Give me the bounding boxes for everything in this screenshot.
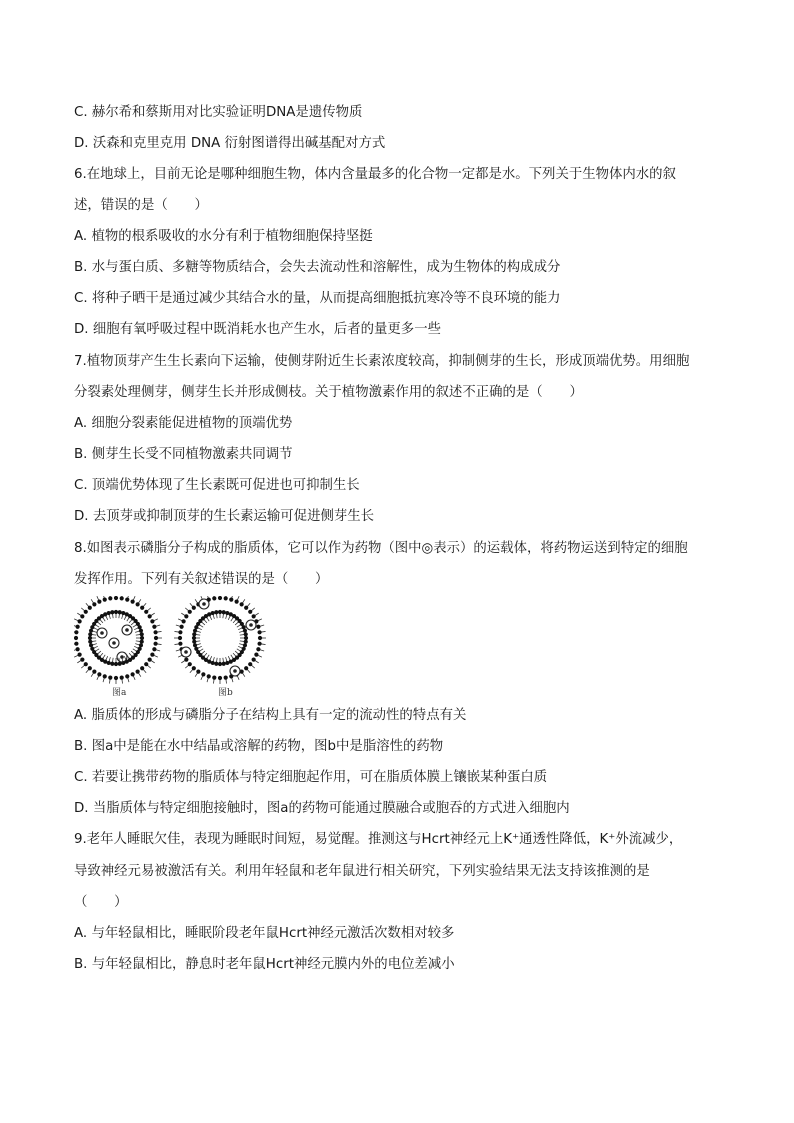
lipid-head xyxy=(140,636,144,640)
lipid-head xyxy=(78,619,82,623)
lipid-head xyxy=(222,610,226,614)
lipid-drug xyxy=(230,666,240,676)
lipid-head xyxy=(212,675,216,679)
lipid-drug xyxy=(181,647,191,657)
lipid-head xyxy=(192,640,196,644)
lipid-head xyxy=(92,602,96,606)
lipid-head xyxy=(240,602,244,606)
option-9b: B. 与年轻鼠相比，静息时老年鼠Hcrt神经元膜内外的电位差减小 xyxy=(74,957,455,972)
lipid-head xyxy=(136,602,140,606)
lipid-head xyxy=(218,676,222,680)
lipid-head xyxy=(218,596,222,600)
lipid-head xyxy=(140,632,144,636)
lipid-head xyxy=(178,642,182,646)
option-7a: A. 细胞分裂素能促进植物的顶端优势 xyxy=(74,416,293,431)
drug-molecule xyxy=(117,652,127,662)
lipid-head xyxy=(150,653,154,657)
lipid-head xyxy=(97,600,101,604)
lipid-head xyxy=(256,647,260,651)
lipid-head xyxy=(192,606,196,610)
lipid-head xyxy=(144,610,148,614)
lipid-head xyxy=(211,611,215,615)
lipid-head xyxy=(84,610,88,614)
lipid-head xyxy=(192,636,196,640)
lipid-head xyxy=(248,662,252,666)
lipid-head xyxy=(131,672,135,676)
option-8b: B. 图a中是能在水中结晶或溶解的药物，图b中是脂溶性的药物 xyxy=(74,739,444,754)
lipid-head xyxy=(150,619,154,623)
lipid-head xyxy=(148,658,152,662)
lipid-head xyxy=(244,640,248,644)
option-8c: C. 若要让携带药物的脂质体与特定细胞起作用，可在脂质体膜上镶嵌某种蛋白质 xyxy=(74,770,548,785)
option-7c: C. 顶端优势体现了生长素既可促进也可抑制生长 xyxy=(74,478,360,493)
lipid-head xyxy=(154,636,158,640)
caption-b: 图b xyxy=(218,688,233,698)
lipid-head xyxy=(229,598,233,602)
drug-molecule xyxy=(122,625,132,635)
question-6-stem: 6.在地球上，目前无论是哪种细胞生物，体内含量最多的化合物一定都是水。下列关于生物体内水的叙 xyxy=(74,167,676,182)
option-5d: D. 沃森和克里克用 DNA 衍射图谱得出碱基配对方式 xyxy=(74,136,386,151)
option-6d: D. 细胞有氧呼吸过程中既消耗水也产生水，后者的量更多一些 xyxy=(74,322,441,337)
lipid-drug xyxy=(246,620,256,630)
option-6b: B. 水与蛋白质、多糖等物质结合，会失去流动性和溶解性，成为生物体的构成成分 xyxy=(74,260,561,275)
lipid-head xyxy=(118,610,122,614)
lipid-head xyxy=(225,661,229,665)
lipid-head xyxy=(244,636,248,640)
lipid-head xyxy=(252,658,256,662)
lipid-drug xyxy=(199,599,209,609)
option-7b: B. 侧芽生长受不同植物激素共同调节 xyxy=(74,447,293,462)
lipid-head xyxy=(80,614,84,618)
lipid-head xyxy=(153,630,157,634)
liposome-diagram xyxy=(74,596,274,700)
question-9-stem: 9.老年人睡眠欠佳，表现为睡眠时间短，易觉醒。推测这与Hcrt神经元上K⁺通透性降低，K⁺外流减少， xyxy=(74,832,683,847)
lipid-head xyxy=(184,614,188,618)
lipid-head xyxy=(74,642,78,646)
question-8-stem-cont: 发挥作用。下列有关叙述错误的是（ ） xyxy=(74,572,329,587)
lipid-head xyxy=(224,596,228,600)
lipid-head xyxy=(252,614,256,618)
lipid-head xyxy=(108,596,112,600)
lipid-head xyxy=(243,629,247,633)
lipid-head xyxy=(144,662,148,666)
lipid-head xyxy=(201,672,205,676)
lipid-head xyxy=(140,666,144,670)
lipid-head xyxy=(257,630,261,634)
liposome-b xyxy=(174,596,266,684)
lipid-head xyxy=(235,600,239,604)
drug-molecule xyxy=(97,628,107,638)
phospholipid-bilayer xyxy=(174,596,266,684)
lipid-head xyxy=(214,662,218,666)
lipid-head xyxy=(136,670,140,674)
lipid-head xyxy=(244,666,248,670)
lipid-head xyxy=(212,596,216,600)
lipid-head xyxy=(153,642,157,646)
lipid-head xyxy=(125,674,129,678)
lipid-head xyxy=(207,674,211,678)
lipid-head xyxy=(257,642,261,646)
lipid-head xyxy=(114,676,118,680)
lipid-head xyxy=(97,672,101,676)
lipid-head xyxy=(89,643,93,647)
lipid-head xyxy=(125,598,129,602)
lipid-head xyxy=(74,630,78,634)
lipid-head xyxy=(182,619,186,623)
lipid-head xyxy=(218,610,222,614)
lipid-head xyxy=(114,610,118,614)
lipid-head xyxy=(256,625,260,629)
lipid-head xyxy=(152,625,156,629)
lipid-head xyxy=(80,658,84,662)
caption-a: 图a xyxy=(112,688,127,698)
option-8d: D. 当脂质体与特定细胞接触时，图a的药物可能通过膜融合或胞吞的方式进入细胞内 xyxy=(74,801,570,816)
lipid-head xyxy=(224,675,228,679)
lipid-head xyxy=(120,596,124,600)
lipid-head xyxy=(88,632,92,636)
lipid-head xyxy=(88,666,92,670)
lipid-head xyxy=(107,611,111,615)
lipid-head xyxy=(108,675,112,679)
lipid-head xyxy=(84,662,88,666)
lipid-head xyxy=(214,610,218,614)
question-7-stem: 7.植物顶芽产生生长素向下运输，使侧芽附近生长素浓度较高，抑制侧芽的生长，形成顶端优势。用细胞 xyxy=(74,354,690,369)
option-6a: A. 植物的根系吸收的水分有利于植物细胞保持坚挺 xyxy=(74,229,373,244)
lipid-head xyxy=(74,636,78,640)
lipid-head xyxy=(244,606,248,610)
question-6-stem-cont: 述，错误的是（ ） xyxy=(74,198,208,213)
option-9a: A. 与年轻鼠相比，睡眠阶段老年鼠Hcrt神经元激活次数相对较多 xyxy=(74,926,455,941)
lipid-head xyxy=(178,630,182,634)
lipid-head xyxy=(103,674,107,678)
lipid-head xyxy=(193,643,197,647)
question-8-stem: 8.如图表示磷脂分子构成的脂质体，它可以作为药物（图中◎表示）的运载体，将药物运送到特定的细胞 xyxy=(74,541,688,556)
lipid-head xyxy=(218,662,222,666)
drug-molecule xyxy=(109,638,119,648)
lipid-head xyxy=(140,606,144,610)
lipid-head xyxy=(244,632,248,636)
option-6c: C. 将种子晒干是通过减少其结合水的量，从而提高细胞抵抗寒冷等不良环境的能力 xyxy=(74,291,561,306)
lipid-head xyxy=(88,640,92,644)
lipid-head xyxy=(248,610,252,614)
lipid-head xyxy=(222,662,226,666)
option-7d: D. 去顶芽或抑制顶芽的生长素运输可促进侧芽生长 xyxy=(74,509,375,524)
lipid-head xyxy=(120,675,124,679)
lipid-head xyxy=(178,636,182,640)
lipid-head xyxy=(180,625,184,629)
question-9-stem-cont: 导致神经元易被激活有关。利用年轻鼠和老年鼠进行相关研究，下列实验结果无法支持该推测的是 xyxy=(74,864,650,879)
lipid-head xyxy=(76,625,80,629)
lipid-head xyxy=(192,666,196,670)
lipid-head xyxy=(76,647,80,651)
lipid-head xyxy=(110,610,114,614)
lipid-head xyxy=(184,658,188,662)
lipid-head xyxy=(88,636,92,640)
lipid-head xyxy=(152,647,156,651)
option-8a: A. 脂质体的形成与磷脂分子在结构上具有一定的流动性的特点有关 xyxy=(74,708,467,723)
liposome-a xyxy=(74,596,162,684)
lipid-head xyxy=(114,596,118,600)
lipid-head xyxy=(188,610,192,614)
lipid-head xyxy=(192,632,196,636)
lipid-head xyxy=(103,598,107,602)
lipid-head xyxy=(196,670,200,674)
lipid-head xyxy=(148,614,152,618)
liposome-figure xyxy=(74,596,274,700)
question-9-blank: （ ） xyxy=(74,895,128,910)
question-7-stem-cont: 分裂素处理侧芽，侧芽生长并形成侧枝。关于植物激素作用的叙述不正确的是（ ） xyxy=(74,385,583,400)
lipid-head xyxy=(88,606,92,610)
lipid-head xyxy=(258,636,262,640)
lipid-head xyxy=(78,653,82,657)
lipid-head xyxy=(114,662,118,666)
lipid-head xyxy=(139,629,143,633)
lipid-head xyxy=(188,662,192,666)
lipid-head xyxy=(131,600,135,604)
lipid-head xyxy=(110,662,114,666)
option-5c: C. 赫尔希和蔡斯用对比实验证明DNA是遗传物质 xyxy=(74,105,363,120)
lipid-head xyxy=(140,640,144,644)
lipid-head xyxy=(92,670,96,674)
lipid-head xyxy=(254,653,258,657)
